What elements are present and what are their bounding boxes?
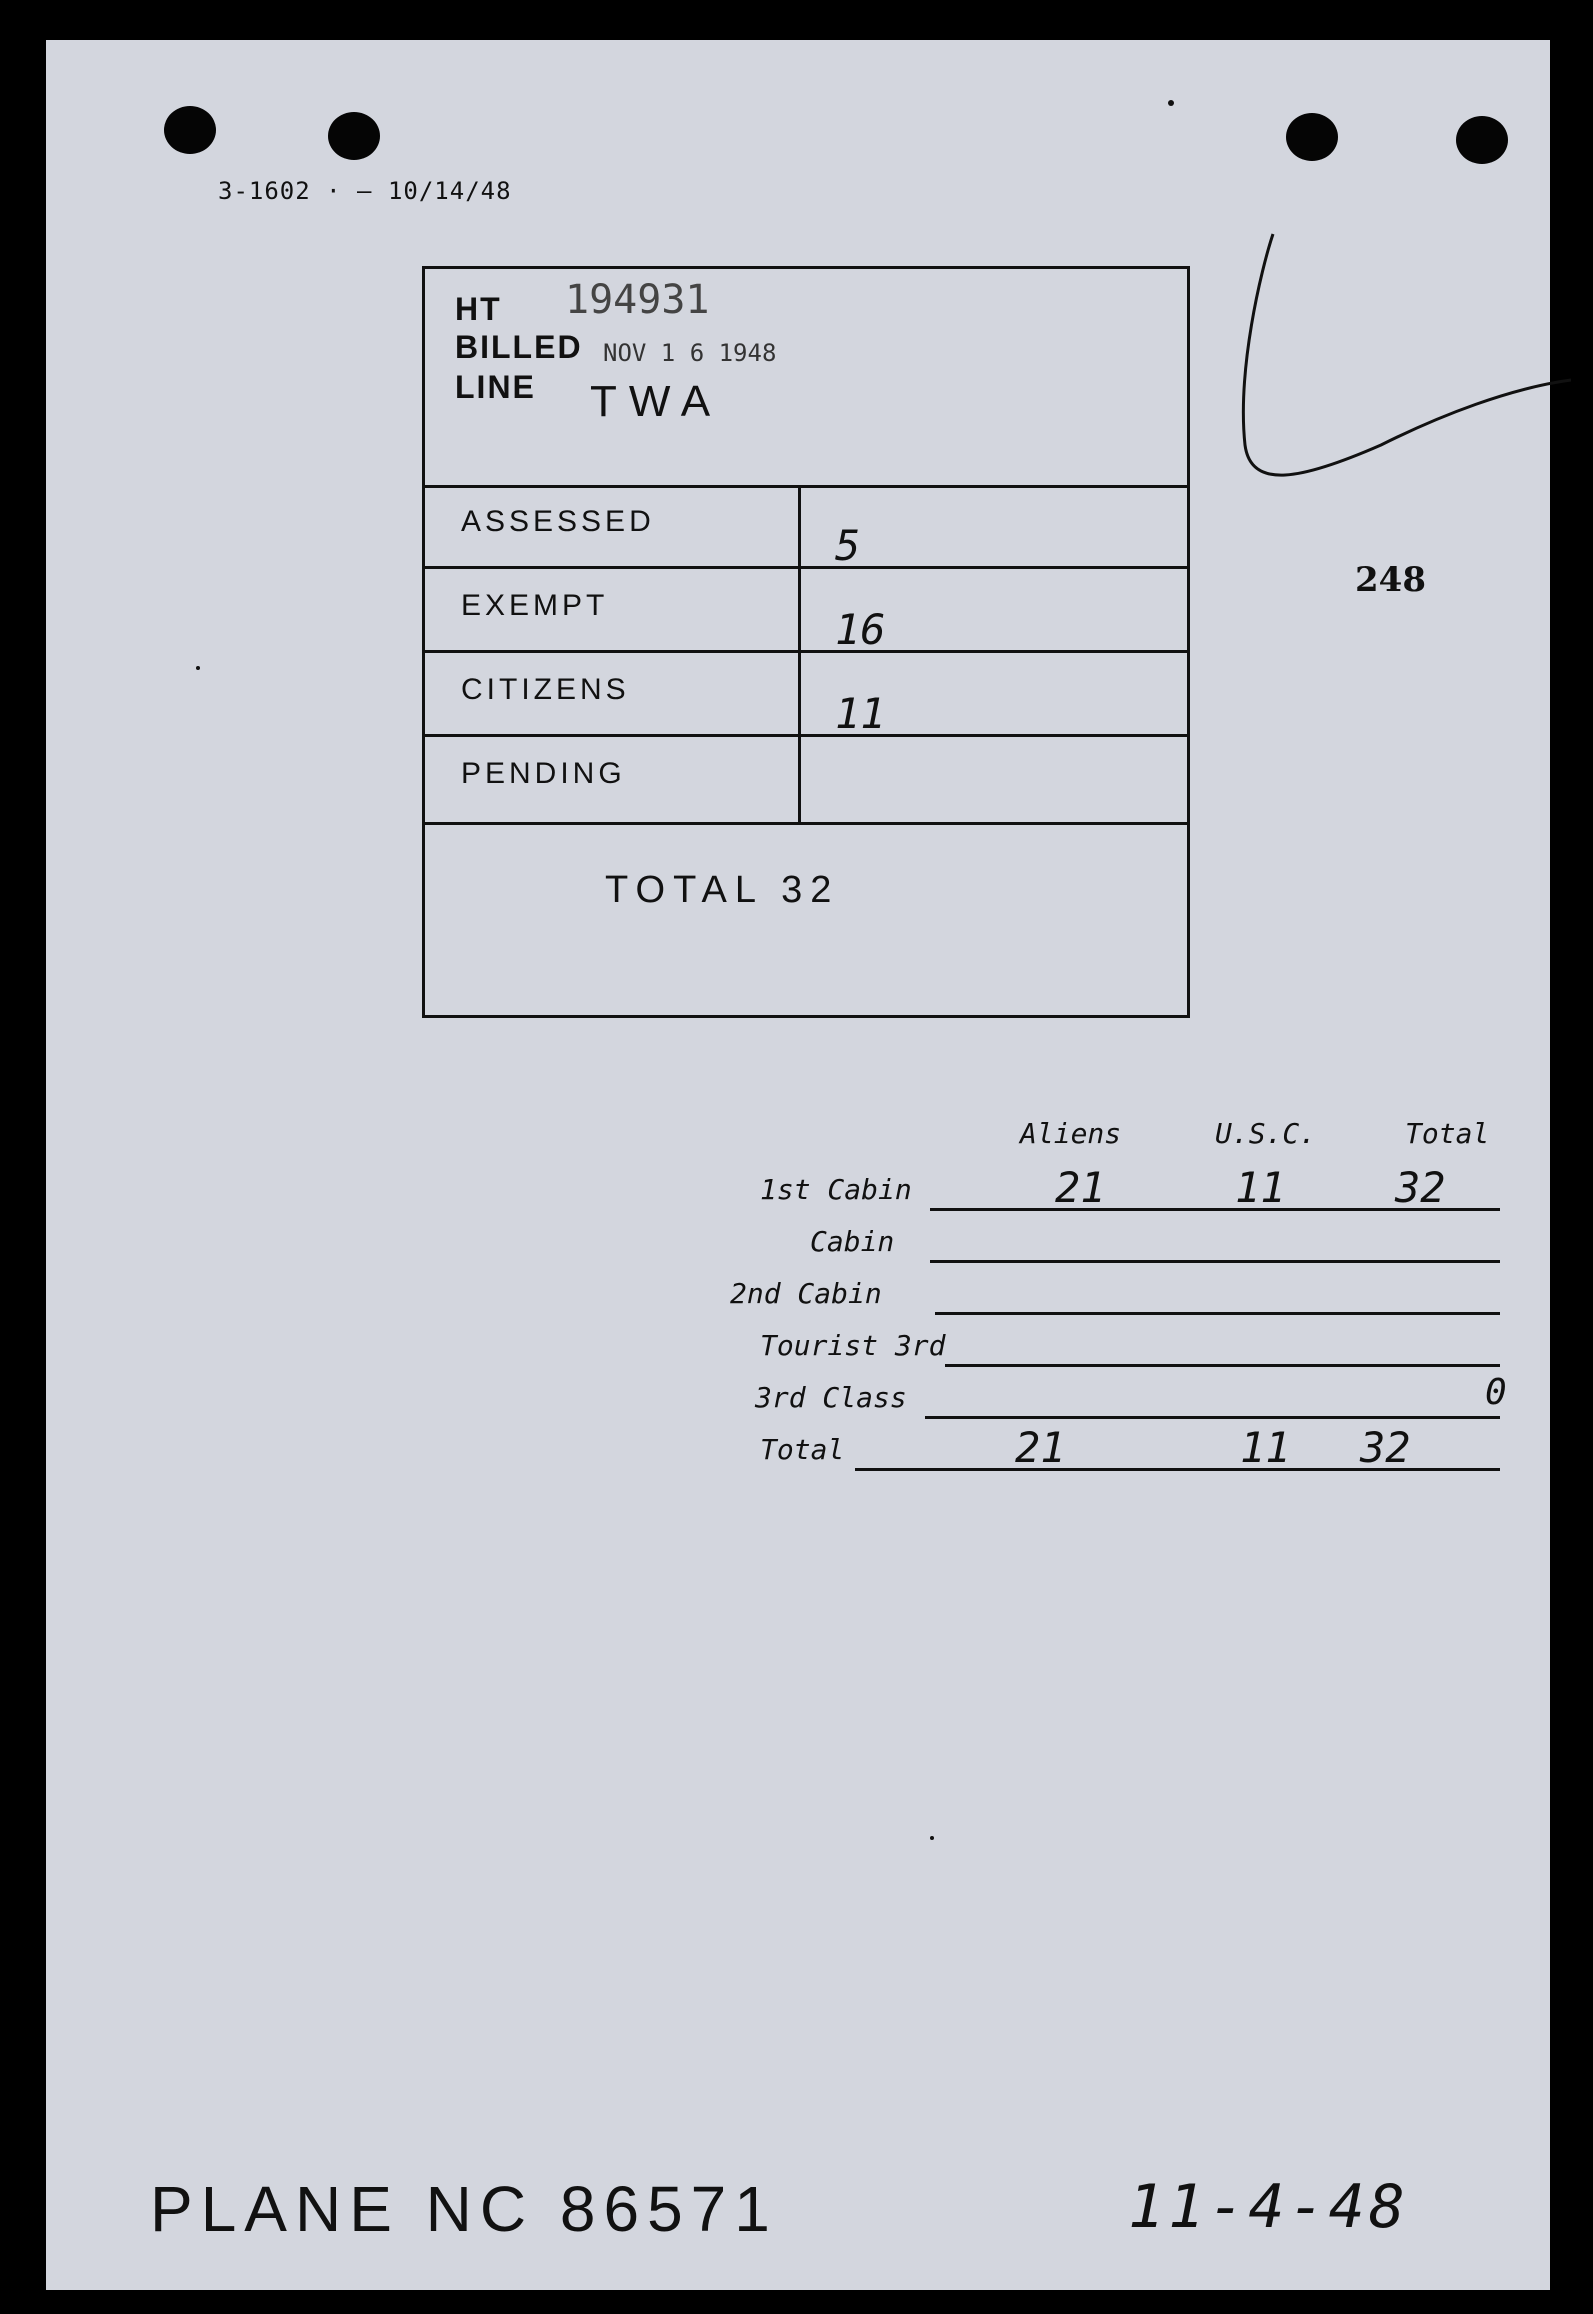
fill-line [935,1312,1500,1315]
table-row [700,1373,1500,1423]
speck [1168,100,1174,106]
billing-stamp-box [422,266,1190,1018]
passenger-table [700,1105,1500,1485]
fill-line [930,1260,1500,1263]
table-row [700,1217,1500,1267]
billed-date: NOV 1 6 1948 [603,339,777,367]
punch-hole [1286,113,1338,161]
cell-usc: 11 [1240,1423,1291,1472]
punch-hole [328,112,380,160]
row-label: EXEMPT [461,589,609,622]
fill-line [945,1364,1500,1367]
stamp-row-pending [425,737,1187,825]
stamp-row-exempt [425,569,1187,653]
speck [196,666,200,670]
punch-hole [164,106,216,154]
table-row [700,1269,1500,1319]
speck [930,1836,934,1840]
punch-hole [1456,116,1508,164]
stamp-total: TOTAL 32 [605,869,840,911]
cell-total: 32 [1395,1163,1446,1212]
row-value: 16 [835,605,886,654]
handwritten-date: 11-4-48 [1128,2172,1409,2242]
row-label: 2nd Cabin [730,1277,882,1310]
handwritten-initial-mark [1241,230,1571,500]
column-header-usc: U.S.C. [1215,1117,1317,1150]
row-label: Total [760,1433,845,1466]
cell-usc: 11 [1235,1163,1286,1212]
plane-registration: PLANE NC 86571 [150,2173,778,2245]
check-mark: 0 [1485,1372,1507,1413]
row-label: 3rd Class [755,1381,907,1414]
row-label: Tourist 3rd [760,1329,946,1362]
row-label: PENDING [461,757,626,790]
line-value: TWA [590,377,723,426]
cell-aliens: 21 [1055,1163,1106,1212]
line-label: LINE [455,369,536,405]
row-value: 11 [835,689,886,738]
cell-aliens: 21 [1015,1423,1066,1472]
row-label: Cabin [810,1225,895,1258]
form-code: 3-1602 · — 10/14/48 [218,177,512,205]
column-header-aliens: Aliens [1020,1117,1122,1150]
column-header-total: Total [1405,1117,1490,1150]
ht-number: 194931 [565,277,710,323]
row-label: 1st Cabin [760,1173,912,1206]
row-value: 5 [835,521,861,570]
table-row [700,1165,1500,1215]
cell-total: 32 [1360,1423,1411,1472]
table-row [700,1321,1500,1371]
column-divider [798,569,801,650]
row-label: CITIZENS [461,673,630,706]
ht-label: HT [455,291,502,327]
row-label: ASSESSED [461,505,655,538]
fill-line [925,1416,1500,1419]
stamp-header [425,269,1187,488]
table-row [700,1425,1500,1475]
column-divider [798,485,801,566]
column-divider [798,653,801,734]
billed-label: BILLED [455,329,583,365]
stamp-row-citizens [425,653,1187,737]
page-number: 248 [1355,560,1426,600]
stamp-row-assessed [425,485,1187,569]
column-divider [798,737,801,822]
